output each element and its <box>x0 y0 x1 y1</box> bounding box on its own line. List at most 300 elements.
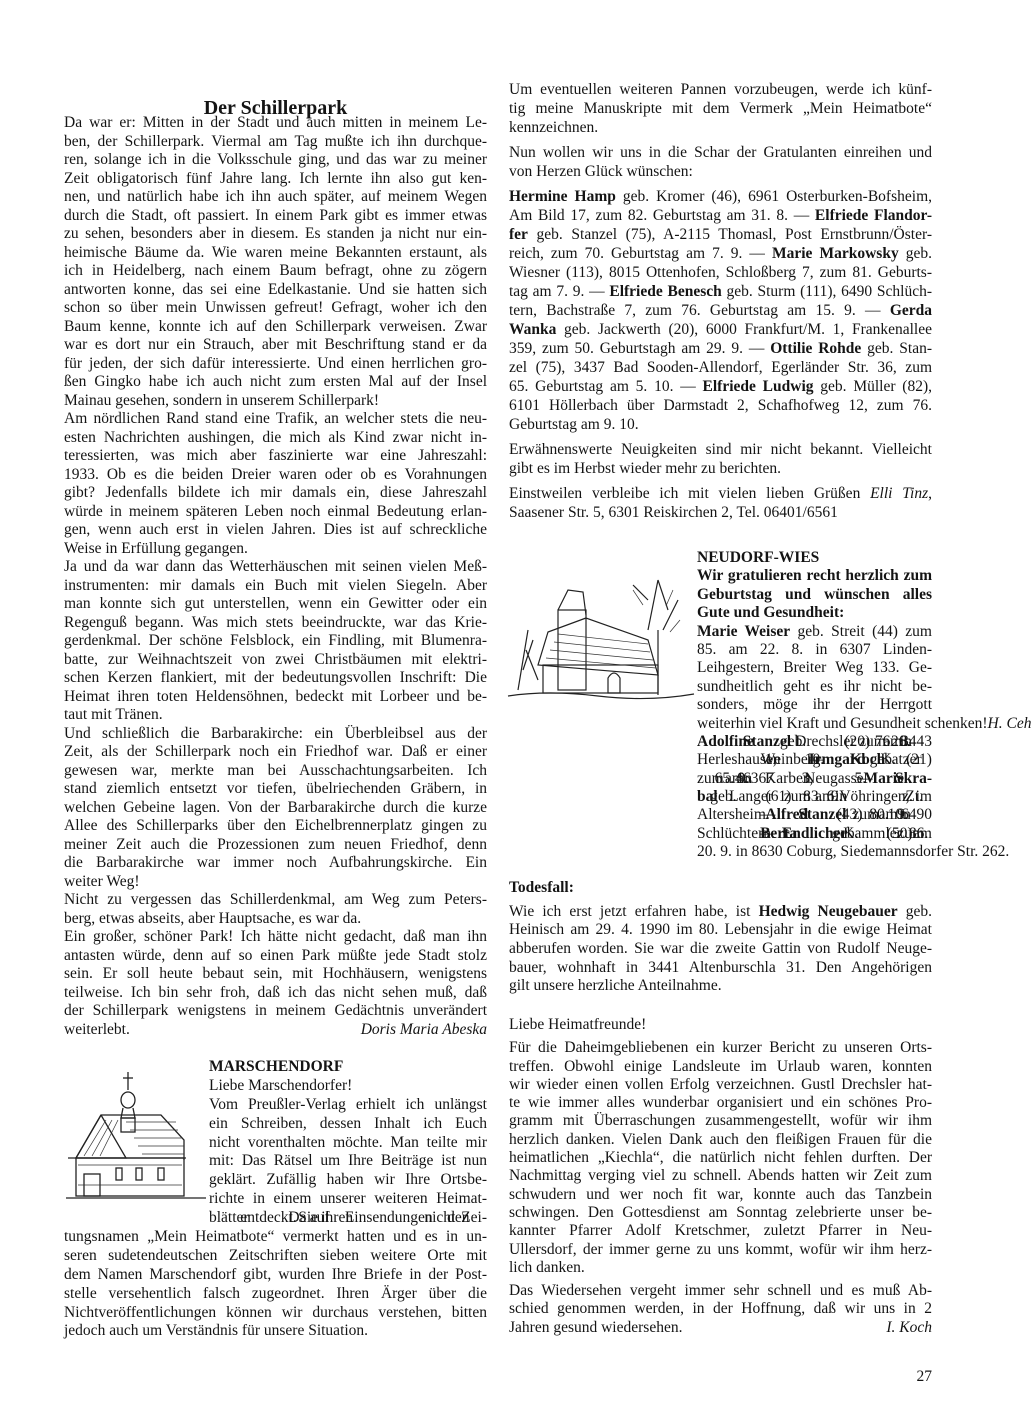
text-run: welchen Gebeine lagen. Von der Barbarakirche durch die kurze <box>64 798 487 816</box>
text-run: gibt? Jedenfalls bildete ich mir damals ein, diese Jahreszahl <box>64 484 487 501</box>
bold-name: Elfriede Ludwig <box>702 378 814 395</box>
line-text <box>509 1204 932 1221</box>
text-run: schwingen. Den Gottesdienst am Sonntag zelebrierte unser be- <box>509 1203 932 1221</box>
text-run: ben, der Schillerpark. Viermal am Tag mußte ich ihn durchque- <box>64 132 487 150</box>
text-line <box>209 1115 487 1134</box>
line-text <box>64 947 487 964</box>
text-line <box>697 825 932 843</box>
text-run: jedoch auch um Verständnis für unsere Situation. <box>64 1322 369 1340</box>
text-line <box>697 751 932 769</box>
line-text <box>64 706 163 723</box>
text-line <box>509 244 932 263</box>
text-run: 20. 9. in 8630 Coburg, Siedemannsdorfer Str. 262. <box>697 843 1010 861</box>
text-line <box>64 318 487 337</box>
text-line <box>64 244 487 263</box>
line-text <box>697 659 932 676</box>
text-line <box>697 770 932 788</box>
text-run: Liebe Marschendorfer! <box>209 1076 353 1094</box>
bold-name: Hermine Hamp <box>509 188 616 205</box>
text-line <box>64 651 487 670</box>
line-text <box>697 806 932 823</box>
line-text <box>64 928 487 945</box>
line-text <box>64 484 487 501</box>
text-line <box>209 1171 487 1190</box>
section-heading-todesfall: Todesfall: <box>509 879 574 896</box>
text-line <box>64 114 487 133</box>
article-title: Der Schillerpark <box>203 97 348 120</box>
bold-name: Marie Markowsky <box>771 245 899 262</box>
section-marschendorf <box>64 1058 487 1341</box>
text-run: meiner Zeit auch die Prozessionen zum neuen Friedhof, denn <box>64 835 487 853</box>
text-run: 6101 Höllerbach über Darmstadt 2, Schafhofweg 12, zum 76. <box>509 397 932 414</box>
line-text <box>697 604 844 621</box>
text-run: berg, etwas abseits, aber Hauptsache, es war da. <box>64 909 362 927</box>
line-text <box>64 1266 487 1283</box>
text-line <box>64 558 487 577</box>
bold-name: bal <box>697 788 718 806</box>
text-run: Und schließlich die Barbarakirche: ein Überbleibsel aus der <box>64 724 487 742</box>
line-text <box>509 959 932 976</box>
text-line <box>509 1204 932 1222</box>
text-run: dem Namen Marschendorf gibt, wurden Ihre Briefe in der Post- <box>64 1265 487 1283</box>
text-run: richte in einem unserer weiteren Heimat- <box>209 1190 487 1208</box>
text-line <box>64 928 487 947</box>
text-line <box>509 339 932 358</box>
text-run: (43) zum 80. am 10. 9. in 6490 <box>846 806 932 824</box>
text-line <box>509 358 932 377</box>
line-text <box>64 429 487 446</box>
line-text <box>509 1319 682 1337</box>
line-text <box>64 669 487 686</box>
line-text <box>64 392 379 409</box>
line-text <box>509 977 722 994</box>
text-run: geb. Jackwerth (20), 6000 Frankfurt/M. 1, Frankenallee <box>556 321 932 338</box>
bold-name: Hedwig Neugebauer <box>758 902 898 920</box>
line-text <box>509 207 932 224</box>
line-text <box>64 244 487 261</box>
text-line <box>64 1228 487 1247</box>
line-text <box>64 225 487 242</box>
line-text <box>509 1282 932 1299</box>
text-run: tern, Bachstraße 7, zum 76. Geburtstag am 15. 9. — <box>509 302 890 319</box>
text-line <box>64 632 487 651</box>
text-run: Weise in Erfüllung gegangen. <box>64 539 248 557</box>
text-line <box>509 940 932 959</box>
text-line <box>64 207 487 226</box>
text-run: heimatlichen „Kiechla“, die natürlich nicht fehlen durften. Der <box>509 1149 932 1167</box>
text-line <box>697 604 932 622</box>
line-text <box>64 891 487 908</box>
text-run: Nachmittag verging viel zu schnell. Abends hatten wir Zeit zum <box>509 1167 932 1185</box>
text-run: gibt es im Herbst wieder mehr zu berichten. <box>509 460 782 477</box>
text-run: wir wieder einen vollen Erfolg verzeichnen. Gustl Drechsler hat- <box>509 1075 932 1093</box>
text-run: gilt unsere herzliche Anteilnahme. <box>509 977 722 995</box>
text-run: der Schillerpark wenigstens in meinem Gedächtnis unverändert <box>64 1002 487 1019</box>
line-text <box>64 1021 130 1040</box>
text-run: schen Kerzen flankiert, mit der bedeutungsvollen Inschrift: Die <box>64 669 487 686</box>
text-run: Am Bild 17, zum 82. Geburtstag am 31. 8. — <box>509 207 815 224</box>
text-run: geb. Streit (44) zum <box>790 622 932 640</box>
text-line <box>509 1131 932 1149</box>
paragraph <box>509 1016 932 1034</box>
text-line <box>64 1002 487 1021</box>
text-run: 359, zum 50. Geburtstagh am 29. 9. — <box>509 340 771 357</box>
line-text <box>509 1167 932 1184</box>
text-line <box>64 1021 487 1040</box>
paragraph <box>509 732 1010 862</box>
line-text <box>64 447 487 464</box>
text-line <box>697 714 1031 733</box>
text-run: tungsnamen „Mein Heimatbote“ vermerkt hatten und es in un- <box>64 1228 487 1246</box>
text-line <box>509 1094 932 1112</box>
section-heimatfreunde <box>509 1016 932 1337</box>
line-text <box>64 373 487 390</box>
line-text <box>509 321 932 338</box>
line-text <box>64 577 487 594</box>
text-run: herzlich danken. Vielen Dank auch den fleißigen Frauen für die <box>509 1130 932 1148</box>
text-run: Herleshausen 1, Weinberg 10. — <box>697 751 809 769</box>
section-heading-neudorf-wies: NEUDORF-WIES <box>697 549 820 566</box>
paragraph <box>509 567 932 622</box>
line-text <box>64 910 361 927</box>
line-text <box>64 614 487 631</box>
text-line <box>509 143 932 162</box>
bold-name: Elfriede Benesch <box>609 283 722 300</box>
line-text <box>509 378 932 395</box>
text-run: Erwähnenswerte Neuigkeiten sind mir nicht bekannt. Vielleicht <box>509 441 932 458</box>
bold-name: Adolfine Stanzel <box>697 732 792 750</box>
line-text <box>509 921 932 938</box>
text-line <box>64 669 487 688</box>
line-text <box>509 283 932 300</box>
text-line <box>697 733 932 751</box>
text-run: Saasener Str. 5, 6301 Reiskirchen 2, Tel. 06401/6561 <box>509 504 838 521</box>
text-run: lich danken. <box>509 1258 585 1276</box>
line-text <box>209 1077 352 1094</box>
text-run: geb. Müller (82), <box>813 378 933 395</box>
line-text <box>209 1134 487 1151</box>
text-line <box>209 1134 487 1153</box>
text-line <box>697 788 932 806</box>
text-line <box>509 1112 932 1130</box>
bold-name: Marie Weiser <box>697 622 791 640</box>
paragraph <box>64 558 487 725</box>
text-run: gewesen war, merkte man bei Ausschachtungsarbeiten. Ich <box>64 761 487 779</box>
line-text <box>697 733 932 750</box>
line-text <box>64 799 487 816</box>
text-run: Da war er: Mitten in der Stadt und auch mitten in meinem Le- <box>64 114 487 131</box>
text-line <box>697 696 932 714</box>
text-run: Wiesner (113), 8015 Ottenhofen, Schloßberg 7, zum 81. Geburts- <box>509 264 932 281</box>
text-line <box>64 965 487 984</box>
line-text <box>64 1002 487 1019</box>
line-text <box>64 873 140 890</box>
text-line <box>509 1282 932 1300</box>
text-line <box>509 415 932 434</box>
line-text <box>509 81 932 98</box>
line-text <box>64 854 487 871</box>
text-run: Leihgestern, Breiter Weg 133. Ge- <box>697 659 932 677</box>
text-run: die Barbarakirche war immer noch Aufbahrungskirche. Ein <box>64 854 487 871</box>
bold-name: Geburtstag und wünschen alles <box>697 585 932 603</box>
text-run: Um eventuellen weiteren Pannen vorzubeugen, werde ich künf- <box>509 81 932 98</box>
text-line <box>64 151 487 170</box>
line-text <box>64 281 487 298</box>
line-text <box>64 540 248 557</box>
text-line <box>509 959 932 978</box>
text-line <box>64 836 487 855</box>
line-text <box>64 318 487 335</box>
text-line <box>697 806 932 824</box>
text-run: abberufen worden. Sie war die zweite Gattin von Rudolf Neuge- <box>509 940 932 958</box>
text-run: seren sudetendeutschen Zeitschriften sieben weitere Orte mit <box>64 1246 487 1264</box>
text-run: durch die Stadt, oft passiert. In einem Park gibt es immer etwas <box>64 206 487 224</box>
line-text <box>64 836 487 853</box>
section-body <box>64 1077 487 1341</box>
line-text <box>64 1304 487 1321</box>
text-run: nicht vorenthalten möchte. Man teilte mir <box>209 1133 487 1151</box>
line-text <box>697 825 932 842</box>
text-line <box>64 484 487 503</box>
text-run: Liebe Heimatfreunde! <box>509 1016 647 1033</box>
section-heading-marschendorf: MARSCHENDORF <box>209 1058 344 1075</box>
text-line <box>64 1304 487 1323</box>
text-line <box>64 262 487 281</box>
text-line <box>64 706 487 725</box>
line-text <box>509 1131 932 1148</box>
text-run: geb. <box>897 902 933 920</box>
text-run: ßen Gingko habe ich auch nicht zum ersten Mal auf der Insel <box>64 373 487 390</box>
paragraph <box>509 484 932 522</box>
text-run: schied genommen werden, in der Hoffnung, daß wir uns in 2 <box>509 1300 932 1318</box>
text-line <box>209 1096 487 1115</box>
text-line <box>64 984 487 1003</box>
line-text <box>509 441 932 458</box>
text-line <box>509 377 932 396</box>
text-line <box>509 1016 932 1034</box>
line-text <box>509 1259 585 1276</box>
bold-name: Irmgard Koch <box>808 751 886 769</box>
text-run: Regenguß begann. Was mich stets beeindruckte, war das Krie- <box>64 613 487 631</box>
line-text <box>209 1209 487 1226</box>
bold-name: Wanka <box>509 321 557 338</box>
text-line <box>509 187 932 206</box>
text-run: nen, und natürlich habe ich ihn auch später, auf meinem Wegen <box>64 188 487 205</box>
article-schillerpark <box>64 114 487 1039</box>
paragraph <box>64 1077 487 1096</box>
text-run: stelle versehentlich falsch zugeordnet. Ihren Ärger über die <box>64 1284 487 1302</box>
line-text <box>209 1190 487 1207</box>
text-run: antasten würde, denn auf so einen Park müßte jede Stadt stolz <box>64 946 487 964</box>
text-line <box>509 440 932 459</box>
text-run: taut mit Tränen. <box>64 706 163 723</box>
line-text <box>64 410 487 427</box>
text-line <box>64 299 487 318</box>
text-run: geb. Langer (61) zum 83. am 6. 9. in Vöhringen, z. Zt. im <box>717 788 932 806</box>
text-line <box>509 503 932 522</box>
text-line <box>64 725 487 744</box>
line-text <box>209 1171 487 1188</box>
line-text <box>509 1222 932 1239</box>
line-text <box>697 788 932 805</box>
text-run: reich, zum 70. Geburtstag am 7. 9. — <box>509 245 772 262</box>
paragraph <box>509 80 932 137</box>
line-text <box>697 586 932 603</box>
page-number: 27 <box>916 1368 932 1385</box>
line-text <box>64 1285 487 1302</box>
text-line <box>64 762 487 781</box>
line-text <box>64 632 487 649</box>
text-line <box>509 977 932 996</box>
text-run: 65. Geburtstag am 5. 10. — <box>509 378 703 395</box>
text-run: Ein großer, schöner Park! Ich hätte nicht gedacht, daß man ihn <box>64 928 487 945</box>
text-run: geb. Sturm (111), 6490 Schlüch- <box>721 283 933 300</box>
bold-name: Elfriede Flandor- <box>814 207 932 224</box>
line-text <box>509 1112 932 1129</box>
line-text <box>697 770 932 787</box>
italic-name: Elli Tinz <box>870 485 929 502</box>
text-run: geb. Stanzel (75), A-2115 Thomasl, Post Ernstbrunn/Öster- <box>527 226 932 243</box>
text-run: Das Wiedersehen vergeht immer sehr schnell und es muß Ab- <box>509 1282 932 1300</box>
text-line <box>64 466 487 485</box>
text-line <box>697 678 932 696</box>
text-line <box>509 1259 932 1277</box>
line-text <box>509 1149 932 1166</box>
line-text <box>509 144 932 161</box>
text-run: Altersheim. — <box>697 806 766 824</box>
text-run: antworten konne, das sei eine Edelkastanie. Und sie hatten sich <box>64 280 487 298</box>
text-run: Nun wollen wir uns in die Schar der Gratulanten einreihen und <box>509 144 932 161</box>
bold-name: Marie Skra- <box>863 769 932 787</box>
author-signature: Doris Maria Abeska <box>360 1020 487 1038</box>
text-run: Baum kenne, konnte ich auf den Schillerpark verweisen. Zwar <box>64 317 487 335</box>
line-text <box>64 817 487 834</box>
line-text <box>64 725 487 742</box>
text-line <box>209 1152 487 1171</box>
author-signature: H. Ceh <box>987 714 1031 732</box>
line-text <box>509 302 932 319</box>
line-text <box>509 226 932 243</box>
line-text <box>697 641 932 658</box>
line-text <box>509 1186 932 1203</box>
text-line <box>509 1241 932 1259</box>
line-text <box>64 336 487 353</box>
line-text <box>697 696 932 713</box>
text-line <box>64 1266 487 1285</box>
text-line <box>64 817 487 836</box>
line-text <box>64 762 487 779</box>
text-run: batte, zur Weihnachtszeit von zwei Christbäumen mit elektri- <box>64 650 487 668</box>
text-line <box>509 80 932 99</box>
line-text <box>697 751 932 768</box>
text-run: weiter Weg! <box>64 872 140 890</box>
text-line <box>509 1300 932 1318</box>
line-text <box>64 299 487 316</box>
text-run: esten Nachrichten aushingen, die mich als Kind zwar nicht in- <box>64 428 487 446</box>
text-run: tag am 7. 9. — <box>509 283 610 300</box>
line-text <box>64 595 487 612</box>
text-run: treffen. Obwohl einige Landsleute im Urlaub waren, konnten <box>509 1057 932 1075</box>
text-run: würde in meinem späteren Leben noch einmal Bedeutung erlan- <box>64 502 487 520</box>
text-line <box>64 336 487 355</box>
text-line <box>509 459 932 478</box>
line-text <box>64 521 487 538</box>
line-text <box>64 355 487 372</box>
line-text <box>509 1076 932 1093</box>
text-run: Heinisch am 29. 4. 1990 im 80. Lebensjahr in die ewige Heimat <box>509 921 932 939</box>
paragraph <box>509 903 932 996</box>
text-run: geb. Drechsler (20) zum 76. am 26. 8. in 3443 <box>791 732 932 750</box>
text-run: teressierten, was mich aber faszinierte war eine Jahreszahl: <box>64 447 487 464</box>
text-run: weiterlebt. <box>64 1020 130 1038</box>
text-run: teilweise. Ich bin sehr froh, daß ich das nicht sehen muß, daß <box>64 983 487 1001</box>
line-text <box>509 1058 932 1075</box>
text-line <box>509 903 932 922</box>
text-run: Zeit obligatorisch fünf Jahre lang. Ich lernte ihn also gut ken- <box>64 169 487 187</box>
text-run: Für die Daheimgebliebenen ein kurzer Bericht zu unseren Orts- <box>509 1039 932 1057</box>
text-line <box>64 910 487 929</box>
line-text <box>64 965 487 982</box>
line-text <box>509 397 932 414</box>
line-text <box>64 651 487 668</box>
paragraph <box>64 891 487 928</box>
line-text <box>209 1115 487 1132</box>
text-line <box>64 540 487 559</box>
text-run: bauer, wohnhaft in 3441 Altenburschla 31. Den Angehörigen <box>509 958 932 976</box>
line-text <box>64 466 487 483</box>
text-run: Allee des Schillerparks über den Eichelbrennerplatz gingen zu <box>64 817 487 834</box>
line-text <box>64 133 487 150</box>
text-line <box>697 843 1010 861</box>
text-line <box>64 947 487 966</box>
line-text <box>509 1300 932 1317</box>
bold-name: Gerda <box>889 302 932 319</box>
text-line <box>697 586 932 604</box>
line-text <box>509 460 781 477</box>
text-line <box>509 1076 932 1094</box>
text-run: war es dort nur ein Strauch, aber mit Beschriftung stand er da <box>64 336 487 353</box>
text-line <box>209 1077 487 1096</box>
text-run: mit: Das Rätsel um Ihre Beiträge ist nun <box>209 1152 487 1170</box>
paragraph <box>64 928 487 1039</box>
line-text <box>64 743 487 760</box>
line-text <box>64 984 487 1001</box>
text-line <box>209 1190 487 1209</box>
section-neudorf-wies <box>509 549 1031 862</box>
paragraph <box>509 143 932 181</box>
line-text <box>697 715 988 733</box>
line-text <box>64 1228 487 1245</box>
text-run: Schlüchtern. — <box>697 824 761 842</box>
text-run: geb. Katzer (21) <box>885 751 932 769</box>
text-line <box>64 799 487 818</box>
text-run: te wie immer alles wunderbar organisiert und ein schönes Pro- <box>509 1094 932 1112</box>
text-run: 1933. Ob es die beiden Dreier waren oder ob es Vorahnungen <box>64 465 487 483</box>
text-line <box>64 521 487 540</box>
text-run: ich in Heidelberg, nach einem Baum befragt, ohne zu zögern <box>64 262 487 279</box>
text-line <box>509 1039 932 1057</box>
line-text <box>697 623 932 640</box>
text-line <box>64 743 487 762</box>
paragraph <box>509 1282 932 1337</box>
text-line <box>64 355 487 374</box>
line-text <box>509 940 932 957</box>
text-run: von Herzen Glück wünschen: <box>509 163 693 180</box>
text-line <box>509 225 932 244</box>
text-run: gramm mit Überraschungen zusammengestellt, wofür wir ihm <box>509 1112 932 1130</box>
text-run: zel (75), 3437 Bad Sooden-Allendorf, Egerländer Str. 36, zum <box>509 359 932 376</box>
text-line <box>509 484 932 503</box>
